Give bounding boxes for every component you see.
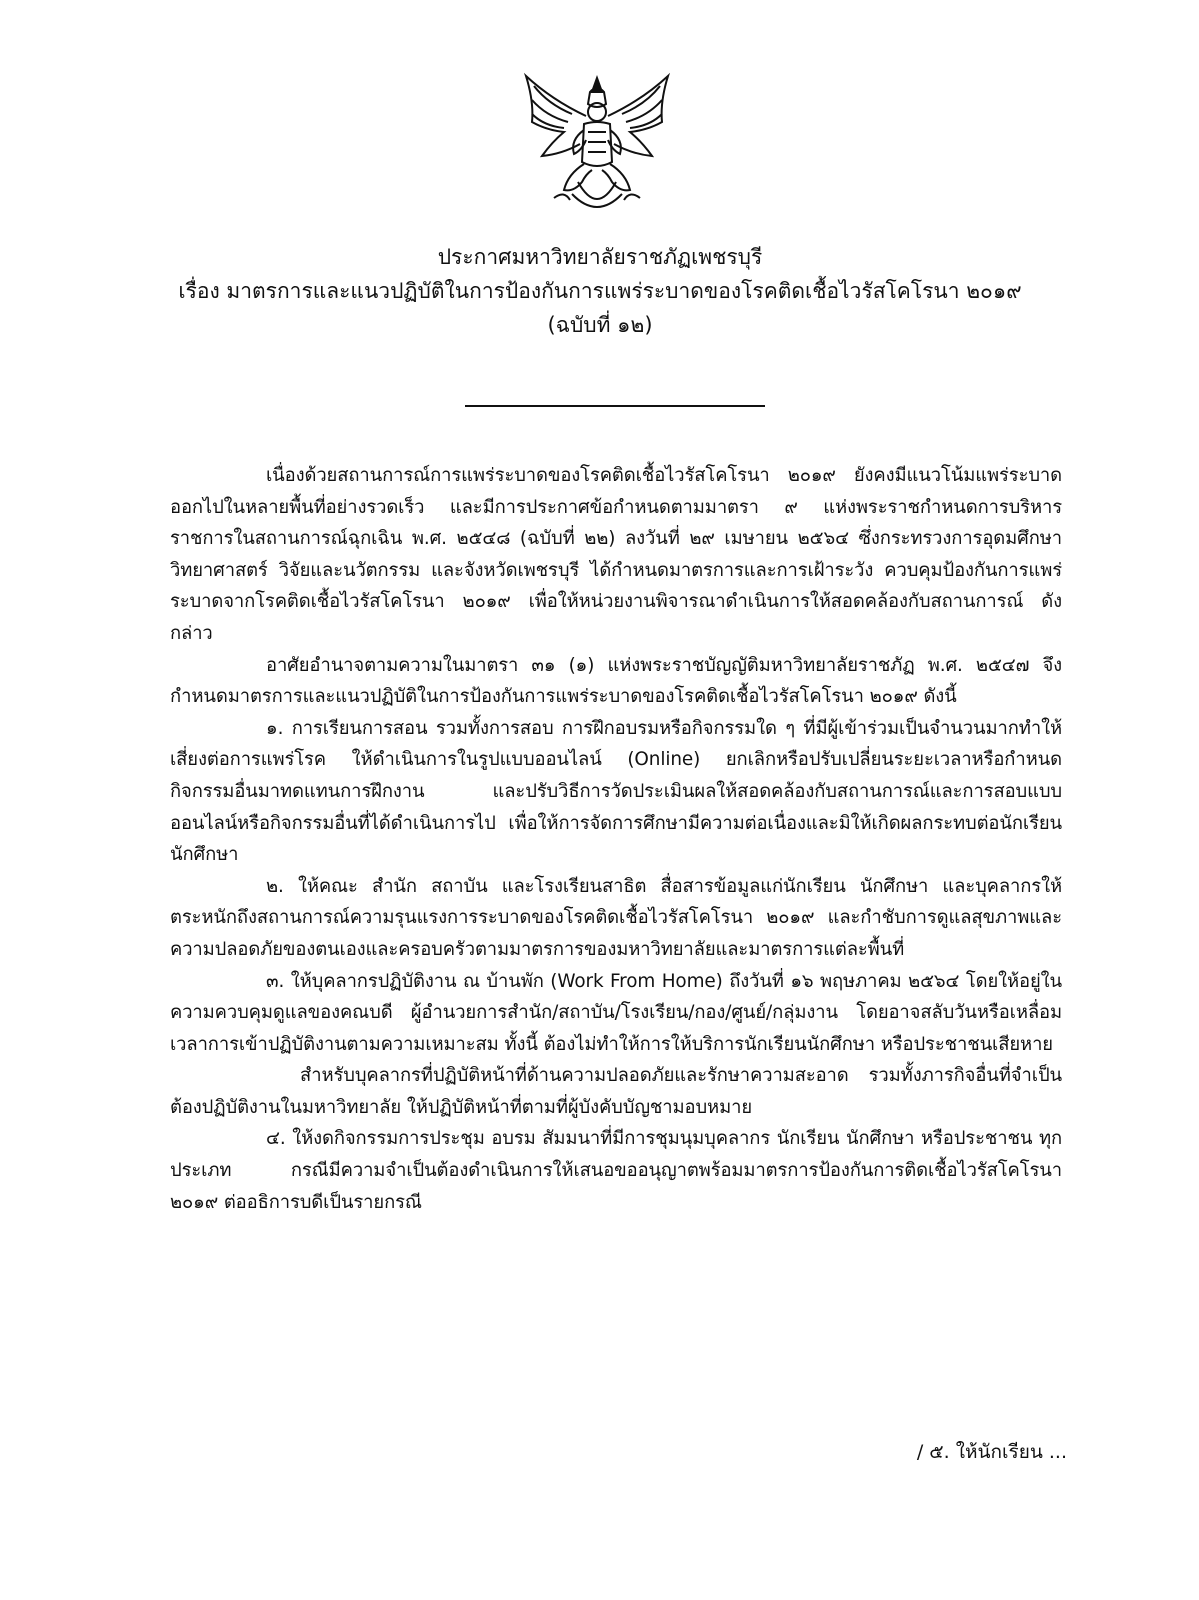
issuer-title: ประกาศมหาวิทยาลัยราชภัฏเพชรบุรี (437, 245, 763, 269)
announcement-body (170, 460, 1062, 1218)
header-divider (465, 405, 765, 407)
garuda-emblem-icon (512, 70, 682, 220)
continued-marker: / ๕. ให้นักเรียน ... (916, 1441, 1067, 1463)
paragraph-intro: เนื่องด้วยสถานการณ์การแพร่ระบาดของโรคติดเชื้อไวรัสโคโรนา ๒๐๑๙ ยังคงมีแนวโน้มแพร่ระบาดออกไปในหลายพื้นที่อย่างรวดเร็ว และมีการประกาศข้อกำหนดตามมาตรา ๙ แห่งพระราชกำหนดการบริหารราชการในสถานการณ์ฉุกเฉิน พ.ศ. ๒๕๔๘ (ฉบับที่ ๒๒) ลงวันที่ ๒๙ เมษายน ๒๕๖๔ ซึ่งกระทรวงการอุดมศึกษา วิทยาศาสตร์ วิจัยและนวัตกรรม และจังหวัดเพชรบุรี ได้กำหนดมาตรการและการเฝ้าระวัง ควบคุมป้องกันการแพร่ระบาดจากโรคติดเชื้อไวรัสโคโรนา ๒๐๑๙ เพื่อให้หน่วยงานพิจารณาดำเนินการให้สอดคล้องกับสถานการณ์ ดังกล่าว (170, 465, 1062, 644)
measure-3: ๓. ให้บุคลากรปฏิบัติงาน ณ บ้านพัก (Work From Home) ถึงวันที่ ๑๖ พฤษภาคม ๒๕๖๔ โดยให้อยู่ในความควบคุมดูแลของคณบดี ผู้อำนวยการสำนัก/สถาบัน/โรงเรียน/กอง/ศูนย์/กลุ่มงาน โดยอาจสลับวันหรือเหลื่อมเวลาการเข้าปฏิบัติงานตามความเหมาะสม ทั้งนี้ ต้องไม่ทำให้การให้บริการนักเรียนนักศึกษา หรือประชาชนเสียหาย (170, 970, 1062, 1055)
measure-3-note: สำหรับบุคลากรที่ปฏิบัติหน้าที่ด้านความปลอดภัยและรักษาความสะอาด รวมทั้งภารกิจอื่นที่จำเป็นต้องปฏิบัติงานในมหาวิทยาลัย ให้ปฏิบัติหน้าที่ตามที่ผู้บังคับบัญชามอบหมาย (170, 1065, 1062, 1118)
announcement-header (120, 240, 1080, 342)
subject-line: เรื่อง มาตรการและแนวปฏิบัติในการป้องกันการแพร่ระบาดของโรคติดเชื้อไวรัสโคโรนา ๒๐๑๙ (178, 279, 1022, 303)
issue-number: (ฉบับที่ ๑๒) (547, 313, 653, 337)
measure-2: ๒. ให้คณะ สำนัก สถาบัน และโรงเรียนสาธิต สื่อสารข้อมูลแก่นักเรียน นักศึกษา และบุคลากรให้ตระหนักถึงสถานการณ์ความรุนแรงการระบาดของโรคติดเชื้อไวรัสโคโรนา ๒๐๑๙ และกำชับการดูแลสุขภาพและความปลอดภัยของตนเองและครอบครัวตามมาตรการของมหาวิทยาลัยและมาตรการแต่ละพื้นที่ (170, 875, 1062, 960)
measure-4: ๔. ให้งดกิจกรรมการประชุม อบรม สัมมนาที่มีการชุมนุมบุคลากร นักเรียน นักศึกษา หรือประชาชน ทุกประเภท กรณีมีความจำเป็นต้องดำเนินการให้เสนอขออนุญาตพร้อมมาตรการป้องกันการติดเชื้อไวรัสโคโรนา ๒๐๑๙ ต่ออธิการบดีเป็นรายกรณี (170, 1128, 1063, 1213)
paragraph-authority: อาศัยอำนาจตามความในมาตรา ๓๑ (๑) แห่งพระราชบัญญัติมหาวิทยาลัยราชภัฏ พ.ศ. ๒๕๔๗ จึงกำหนดมาตรการและแนวปฏิบัติในการป้องกันการแพร่ระบาดของโรคติดเชื้อไวรัสโคโรนา ๒๐๑๙ ดังนี้ (170, 654, 1062, 708)
measure-1: ๑. การเรียนการสอน รวมทั้งการสอบ การฝึกอบรมหรือกิจกรรมใด ๆ ที่มีผู้เข้าร่วมเป็นจำนวนมากทำให้เสี่ยงต่อการแพร่โรค ให้ดำเนินการในรูปแบบออนไลน์ (Online) ยกเลิกหรือปรับเปลี่ยนระยะเวลาหรือกำหนดกิจกรรมอื่นมาทดแทนการฝึกงาน และปรับวิธีการวัดประเมินผลให้สอดคล้องกับสถานการณ์และการสอบแบบออนไลน์หรือกิจกรรมอื่นที่ได้ดำเนินการไป เพื่อให้การจัดการศึกษามีความต่อเนื่องและมิให้เกิดผลกระทบต่อนักเรียน นักศึกษา (170, 717, 1062, 866)
